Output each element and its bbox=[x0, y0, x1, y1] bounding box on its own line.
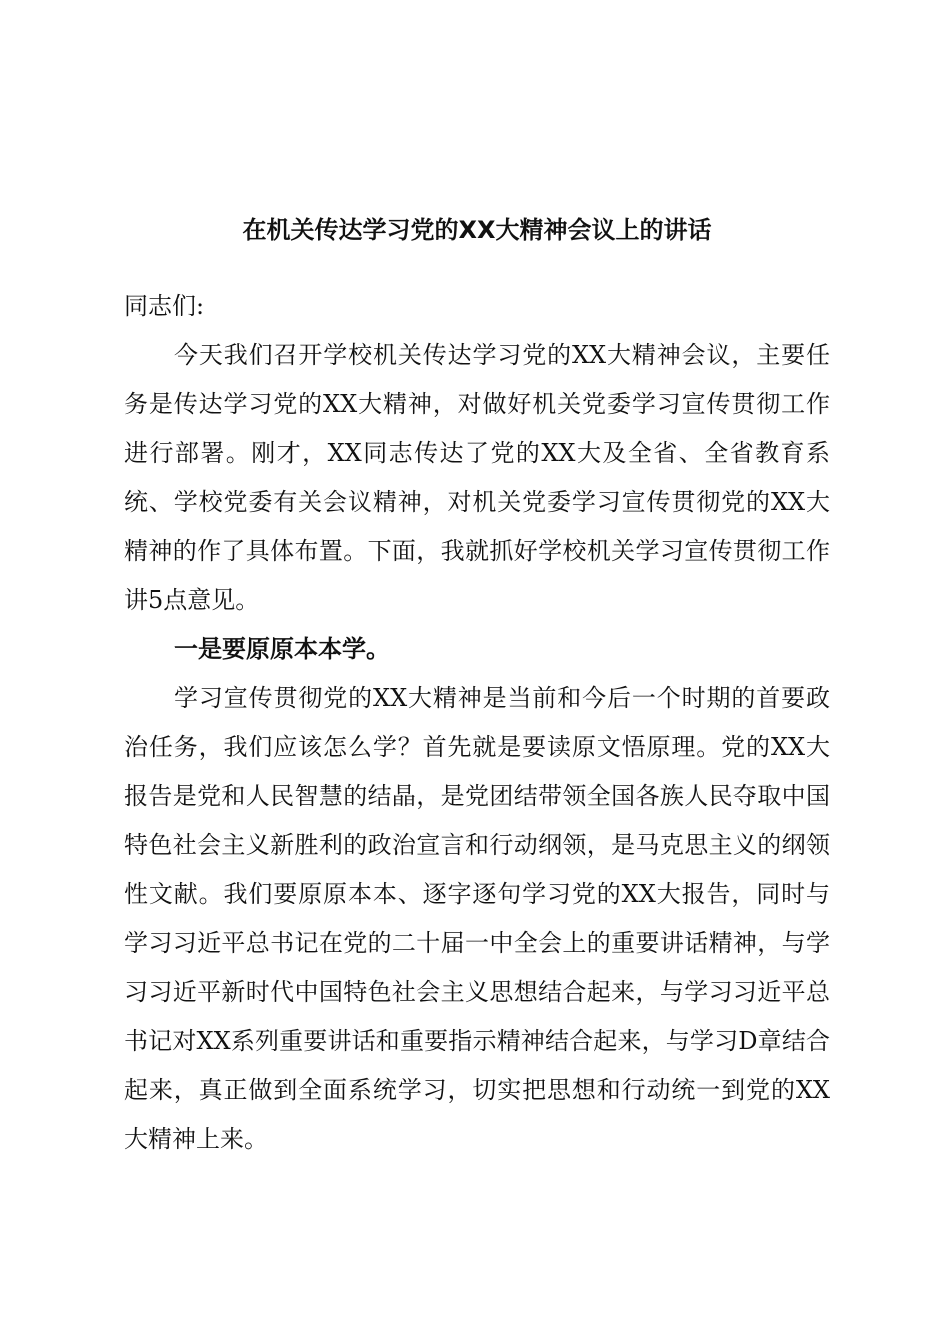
document-body bbox=[124, 282, 830, 1164]
paragraph-section-1: 学习宣传贯彻党的XX大精神是当前和今后一个时期的首要政治任务，我们应该怎么学？首先就是要读原文悟原理。党的XX大报告是党和人民智慧的结晶，是党团结带领全国各族人民夺取中国特色社会主义新胜利的政治宣言和行动纲领，是马克思主义的纲领性文献。我们要原原本本、逐字逐句学习党的XX大报告，同时与学习习近平总书记在党的二十届一中全会上的重要讲话精神，与学习习近平新时代中国特色社会主义思想结合起来，与学习习近平总书记对XX系列重要讲话和重要指示精神结合起来，与学习D章结合起来，真正做到全面系统学习，切实把思想和行动统一到党的XX大精神上来。 bbox=[124, 684, 830, 1153]
document-title: 在机关传达学习党的XX大精神会议上的讲话 bbox=[242, 216, 712, 244]
paragraph-intro: 今天我们召开学校机关传达学习党的XX大精神会议，主要任务是传达学习党的XX大精神，对做好机关党委学习宣传贯彻工作进行部署。刚才，XX同志传达了党的XX大及全省、全省教育系统、学校党委有关会议精神，对机关党委学习宣传贯彻党的XX大精神的作了具体布置。下面，我就抓好学校机关学习宣传贯彻工作讲5点意见。 bbox=[124, 341, 830, 614]
document-page bbox=[124, 0, 830, 1344]
salutation: 同志们: bbox=[124, 292, 205, 320]
section-heading-1: 一是要原原本本学。 bbox=[174, 635, 390, 663]
